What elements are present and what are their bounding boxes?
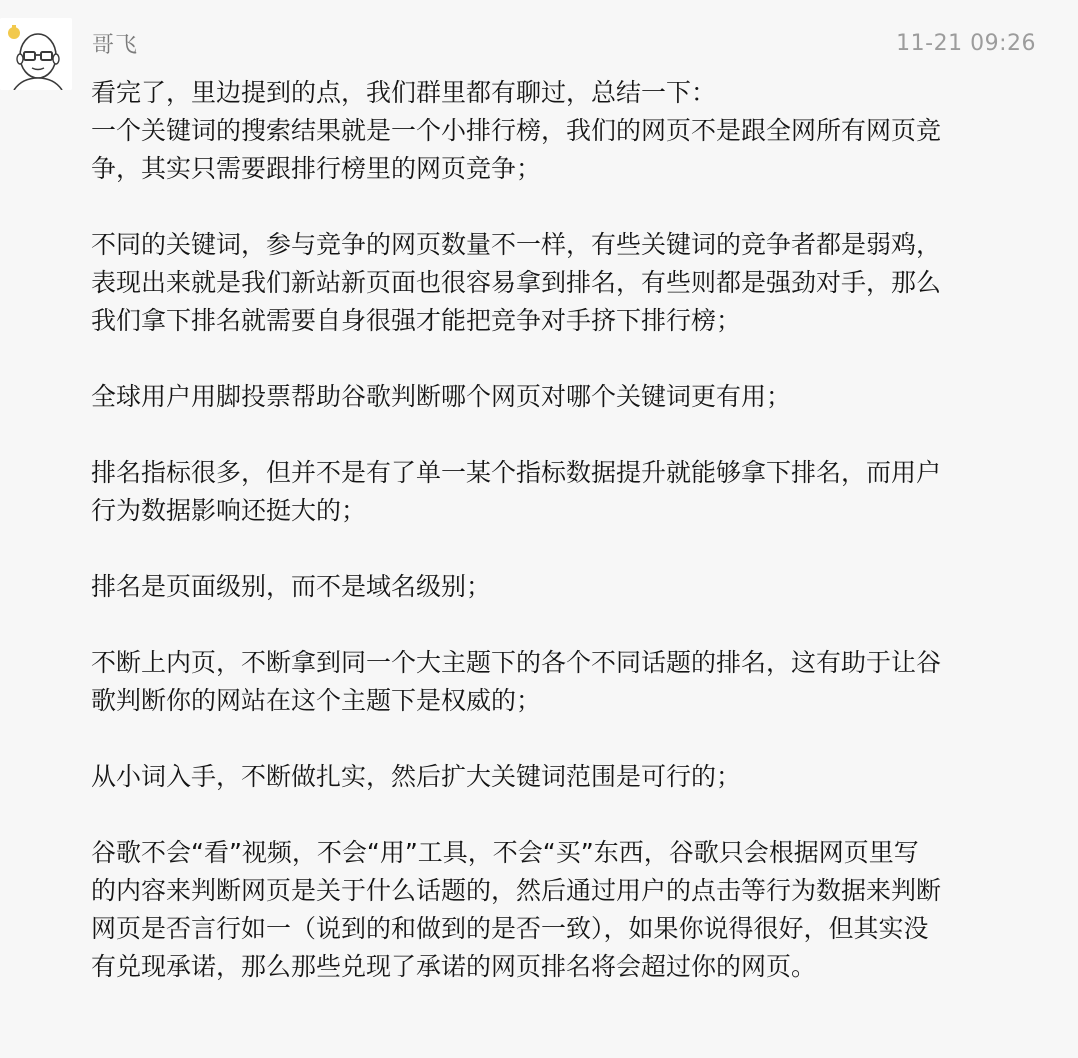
text-line: 看完了，里边提到的点，我们群里都有聊过，总结一下： [91, 78, 717, 107]
comment-paragraph [91, 644, 1051, 720]
comment-paragraph [91, 454, 1051, 530]
text-line: 谷歌不会“看”视频，不会“用”工具，不会“买”东西，谷歌只会根据网页里写 [91, 838, 919, 867]
comment-paragraph [91, 226, 1051, 340]
text-line: 有兑现承诺，那么那些兑现了承诺的网页排名将会超过你的网页。 [91, 952, 817, 981]
bald-man-with-glasses-avatar-icon [0, 18, 72, 90]
text-line: 我们拿下排名就需要自身很强才能把竞争对手挤下排行榜； [91, 306, 742, 335]
comment-paragraph [91, 568, 1051, 606]
username[interactable]: 哥飞 [92, 32, 139, 58]
comment-paragraph [91, 834, 1051, 986]
text-line: 表现出来就是我们新站新页面也很容易拿到排名，有些则都是强劲对手，那么 [91, 268, 942, 297]
text-line: 的内容来判断网页是关于什么话题的，然后通过用户的点击等行为数据来判断 [91, 876, 942, 905]
text-line: 排名是页面级别，而不是域名级别； [91, 572, 492, 601]
text-line: 从小词入手，不断做扎实，然后扩大关键词范围是可行的； [91, 762, 742, 791]
text-line: 全球用户用脚投票帮助谷歌判断哪个网页对哪个关键词更有用； [91, 382, 792, 411]
text-line: 行为数据影响还挺大的； [91, 496, 367, 525]
text-line: 争，其实只需要跟排行榜里的网页竞争； [91, 154, 542, 183]
avatar[interactable] [0, 18, 72, 90]
comment-content [91, 74, 1051, 1024]
text-line: 不同的关键词，参与竞争的网页数量不一样，有些关键词的竞争者都是弱鸡， [91, 230, 942, 259]
comment-paragraph [91, 758, 1051, 796]
comment-paragraph [91, 74, 1051, 188]
comment-meta [92, 28, 1036, 58]
text-line: 排名指标很多，但并不是有了单一某个指标数据提升就能够拿下排名，而用户 [91, 458, 942, 487]
text-line: 网页是否言行如一（说到的和做到的是否一致），如果你说得很好，但其实没 [91, 914, 929, 943]
text-line: 一个关键词的搜索结果就是一个小排行榜，我们的网页不是跟全网所有网页竞 [91, 116, 942, 145]
timestamp: 11-21 09:26 [896, 30, 1036, 56]
text-line: 歌判断你的网站在这个主题下是权威的； [91, 686, 542, 715]
comment-paragraph [91, 378, 1051, 416]
text-line: 不断上内页，不断拿到同一个大主题下的各个不同话题的排名，这有助于让谷 [91, 648, 942, 677]
